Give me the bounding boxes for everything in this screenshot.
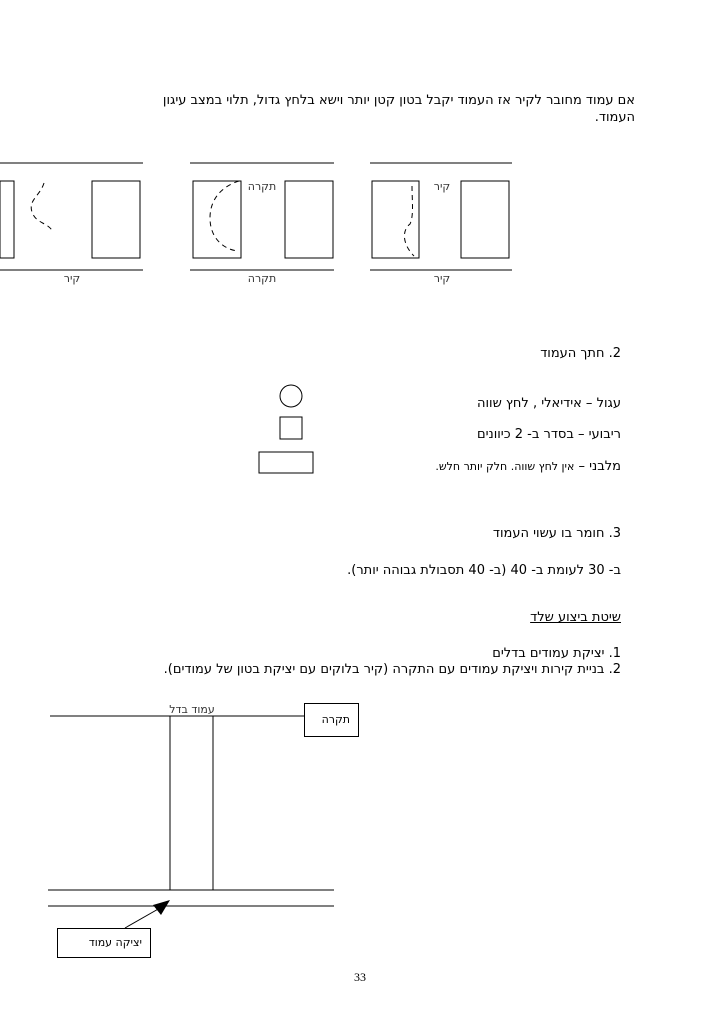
top-diagrams: [0, 0, 728, 300]
ceiling-box-label: תקרה: [321, 713, 350, 726]
buckling-curve-3: [404, 186, 414, 256]
method-step-2: 2. בניית קירות ויציקת עמודים עם התקרה (קיר בלוקים עם יציקת בטון של עמודים).: [163, 662, 621, 677]
ceiling-label-top-2: תקרה: [247, 180, 277, 193]
arrow-shaft: [125, 908, 160, 928]
arrow-head: [153, 900, 170, 915]
intro-line-2: העמוד.: [594, 110, 635, 125]
buckling-curve-2: [210, 181, 239, 251]
wall-label-bottom-1: קיר: [63, 272, 81, 285]
section2-item-rect-rest: אין לחץ שווה. חלק יותר חלש.: [435, 460, 575, 473]
method-step-1: 1. יציקת עמודים בדלים: [492, 646, 621, 661]
section2-item-square: ריבועי – בסדר ב- 2 כיוונים: [476, 427, 621, 442]
casting-box-label: יציקה עמוד: [88, 936, 142, 949]
method-title: שיטת ביצוע שלד: [530, 610, 621, 625]
section2-item-rect-lead: מלבני –: [578, 459, 621, 474]
section3-text: ב- 30 לעומת ב- 40 (ב- 40 תסבולת גבוהה יותר).: [347, 563, 621, 578]
section3-title: 3. חומר בו עשוי העמוד: [492, 526, 621, 541]
wall-label-top-3: קיר: [433, 180, 451, 193]
casting-box: [57, 928, 151, 958]
section2-item-round: עגול – אידיאלי , לחץ שווה: [477, 396, 621, 411]
rect-section-shape: [259, 452, 313, 473]
section2-title: 2. חתך העמוד: [540, 346, 621, 361]
square-section-shape: [280, 417, 302, 439]
wall-label-bottom-3: קיר: [433, 272, 451, 285]
intro-line-1: אם עמוד מחובר לקיר אז העמוד יקבל בטון קטן יותר וישא בלחץ גדול, תלוי במצב עיגון: [162, 93, 635, 108]
ceiling-label-bottom-2: תקרה: [247, 272, 277, 285]
round-section-shape: [280, 385, 302, 407]
buckling-curve-1: [31, 183, 53, 232]
column-label: עמוד בדל: [169, 703, 215, 716]
section2-item-rect: [435, 459, 621, 475]
page-number: 33: [354, 970, 366, 984]
ceiling-box: [304, 703, 359, 737]
